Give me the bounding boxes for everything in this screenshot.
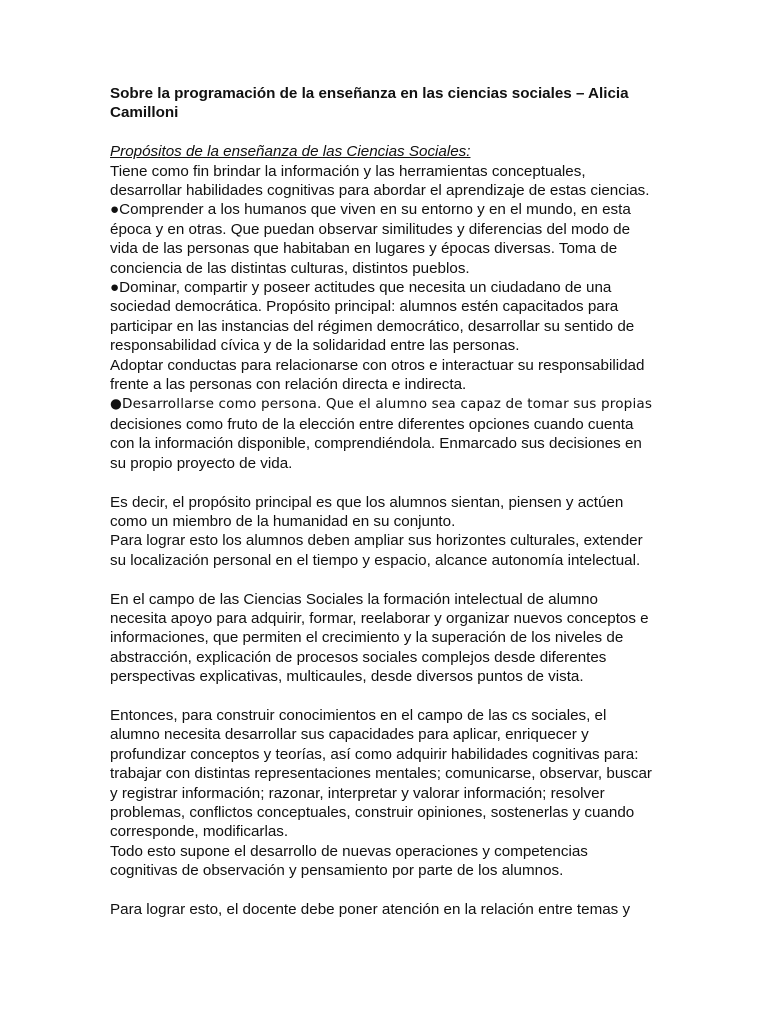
bullet-desarrollarse-rest: decisiones como fruto de la elección entre diferentes opciones cuando cuenta con la información disponible, comprendiéndola. Enmarcado sus decisiones en su propio proyecto de vida. [110,415,642,472]
para-lograr-paragraph-1: Para lograr esto los alumnos deben ampliar sus horizontes culturales, extender su localización personal en el tiempo y espacio, alcance autonomía intelectual. [110,532,643,569]
intro-paragraph: Tiene como fin brindar la información y las herramientas conceptuales, desarrollar habilidades cognitivas para abordar el aprendizaje de estas ciencias. [110,162,650,200]
bullet-dominar: ●Dominar, compartir y poseer actitudes que necesita un ciudadano de una sociedad democrática. Propósito principal: alumnos estén capacitados para participar en las instancias del régimen democrático, desarrollar su sentido de responsabilidad cívica y de la solidaridad entre las personas. [110,279,635,355]
bullet-desarrollarse [110,394,658,473]
campo-paragraph: En el campo de las Ciencias Sociales la formación intelectual de alumno necesita apoyo para adquirir, formar, reelaborar y organizar nuevos conceptos e informaciones, que permiten el crecimiento y la superación de los niveles de abstracción, explicación de procesos sociales complejos desde diferentes perspectivas explicativas, multicaules, desde diversos puntos de vista. [110,590,649,686]
section-subtitle: Propósitos de la enseñanza de las Ciencias Sociales: [110,143,471,161]
document-title: Sobre la programación de la enseñanza en las ciencias sociales – Alicia Camilloni [110,85,629,122]
todo-esto-paragraph: Todo esto supone el desarrollo de nuevas operaciones y competencias cognitivas de observación y pensamiento por parte de los alumnos. [110,842,588,880]
para-lograr-paragraph-2: Para lograr esto, el docente debe poner atención en la relación entre temas y [110,900,631,918]
entonces-paragraph: Entonces, para construir conocimientos en el campo de las cs sociales, el alumno necesita desarrollar sus capacidades para aplicar, enriquecer y profundizar conceptos y teorías, así como adquirir habilidades cognitivas para: trabajar con distintas representaciones mentales; comunicarse, observar, buscar y registrar información; razonar, interpretar y valorar información; resolver problemas, conflictos conceptuales, construir opiniones, sostenerlas y cuando corresponde, modificarlas. [110,706,652,841]
bullet-desarrollarse-start: ●Desarrollarse como persona. Que el alumno sea capaz de tomar sus propias [110,396,653,413]
es-decir-paragraph: Es decir, el propósito principal es que los alumnos sientan, piensen y actúen como un miembro de la humanidad en su conjunto. [110,493,624,530]
adoptar-paragraph: Adoptar conductas para relacionarse con otros e interactuar su responsabilidad frente a las personas con relación directa e indirecta. [110,356,645,394]
document-page [110,84,658,919]
bullet-comprender: ●Comprender a los humanos que viven en su entorno y en el mundo, en esta época y en otras. Que puedan observar similitudes y diferencias del modo de vida de las personas que habitaban en lugares y épocas diversas. Toma de conciencia de las distintas culturas, distintos pueblos. [110,201,631,277]
